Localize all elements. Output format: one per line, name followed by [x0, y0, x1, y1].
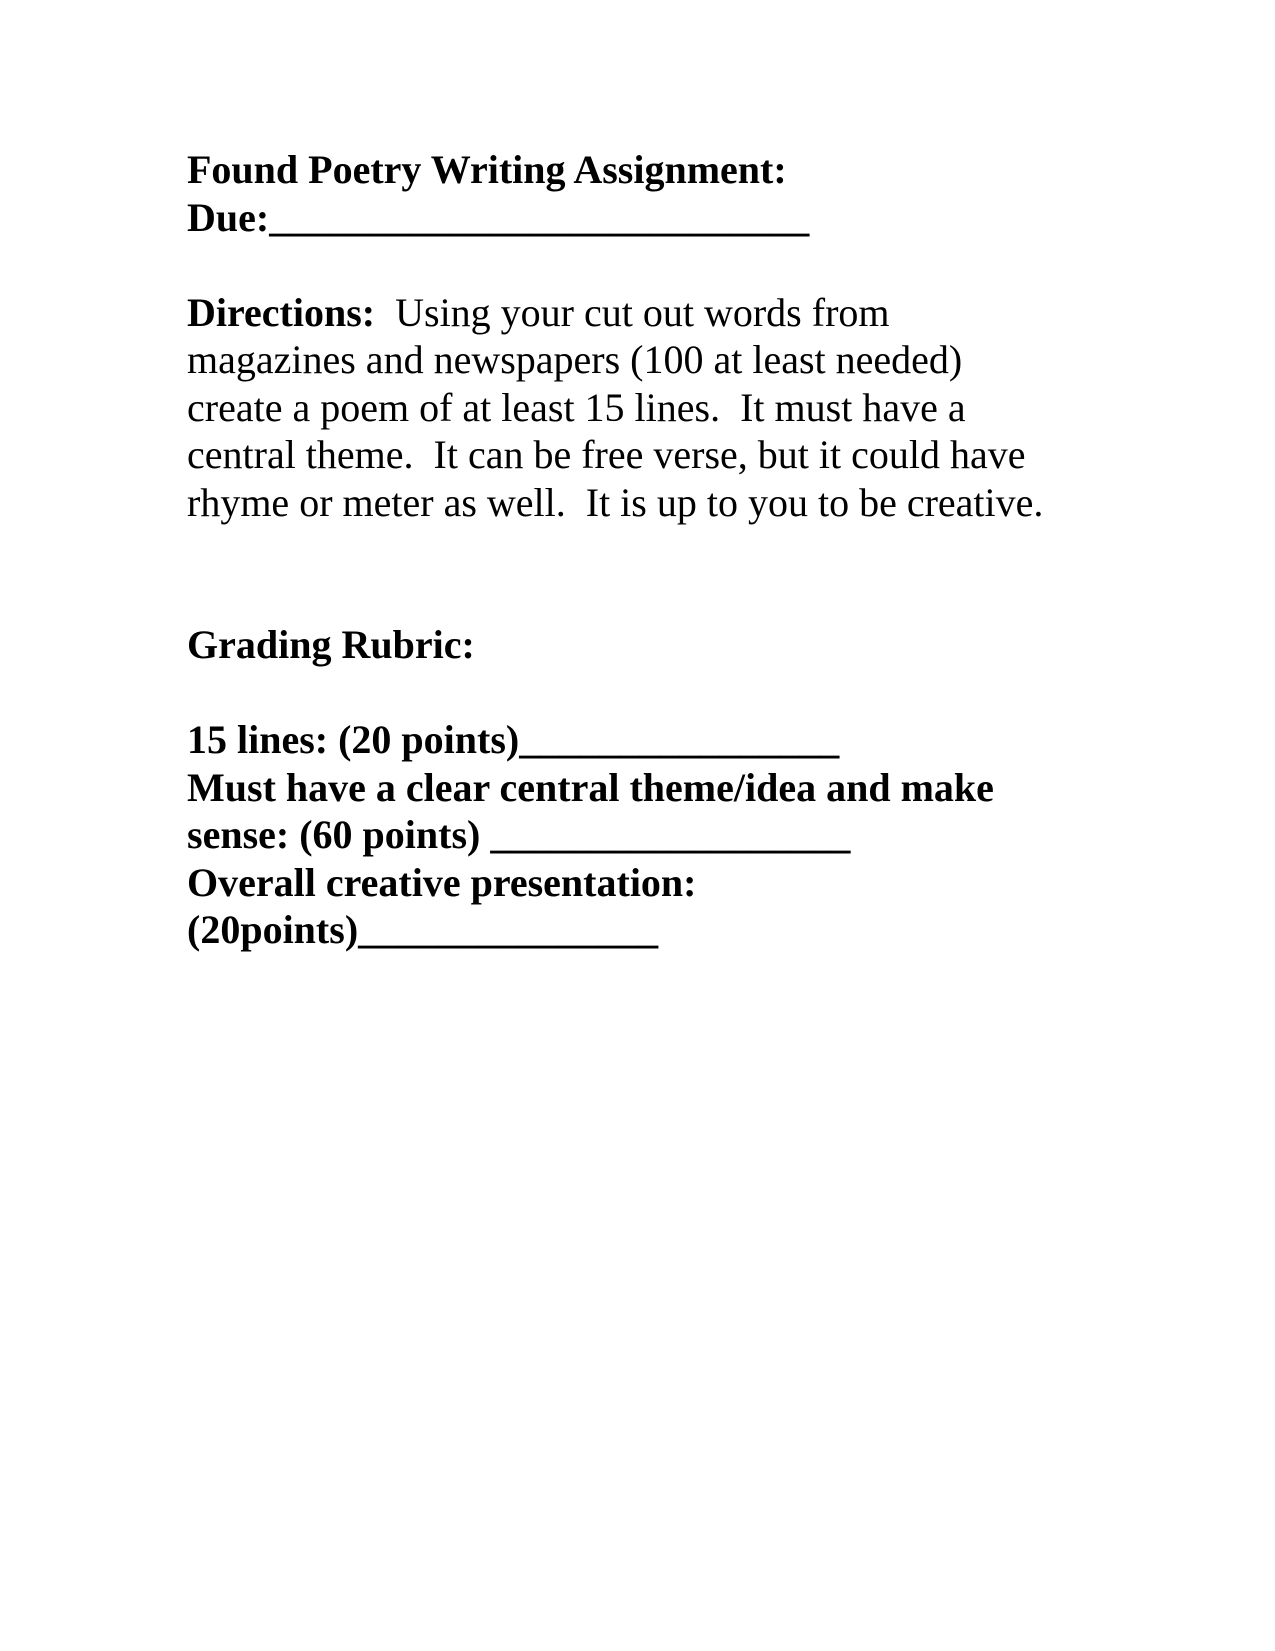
directions-line-4: central theme. It can be free verse, but it could have — [187, 432, 1026, 477]
blank-line — [187, 669, 1087, 717]
directions-line-2: magazines and newspapers (100 at least needed) — [187, 337, 963, 382]
rubric-line-1: 15 lines: (20 points)________________ — [187, 717, 840, 762]
rubric-line-5: (20points)_______________ — [187, 907, 659, 952]
assignment-title: Found Poetry Writing Assignment: — [187, 147, 787, 192]
due-date-line: Due:___________________________ — [187, 194, 810, 240]
blank-gap — [187, 526, 1087, 621]
directions-line-5: rhyme or meter as well. It is up to you to be creative. — [187, 479, 1044, 525]
document-content — [187, 146, 1087, 954]
directions-text-1: Using your cut out words from — [375, 289, 890, 335]
rubric-line-2: Must have a clear central theme/idea and make — [187, 764, 994, 810]
directions-line-3: create a poem of at least 15 lines. It must have a — [187, 384, 966, 430]
rubric-line-3: sense: (60 points) __________________ — [187, 812, 851, 857]
rubric-line-4: Overall creative presentation: — [187, 859, 697, 905]
directions-label: Directions: — [187, 289, 376, 335]
directions-line-1 — [187, 289, 1087, 337]
blank-line — [187, 241, 1087, 289]
rubric-heading: Grading Rubric: — [187, 622, 475, 667]
